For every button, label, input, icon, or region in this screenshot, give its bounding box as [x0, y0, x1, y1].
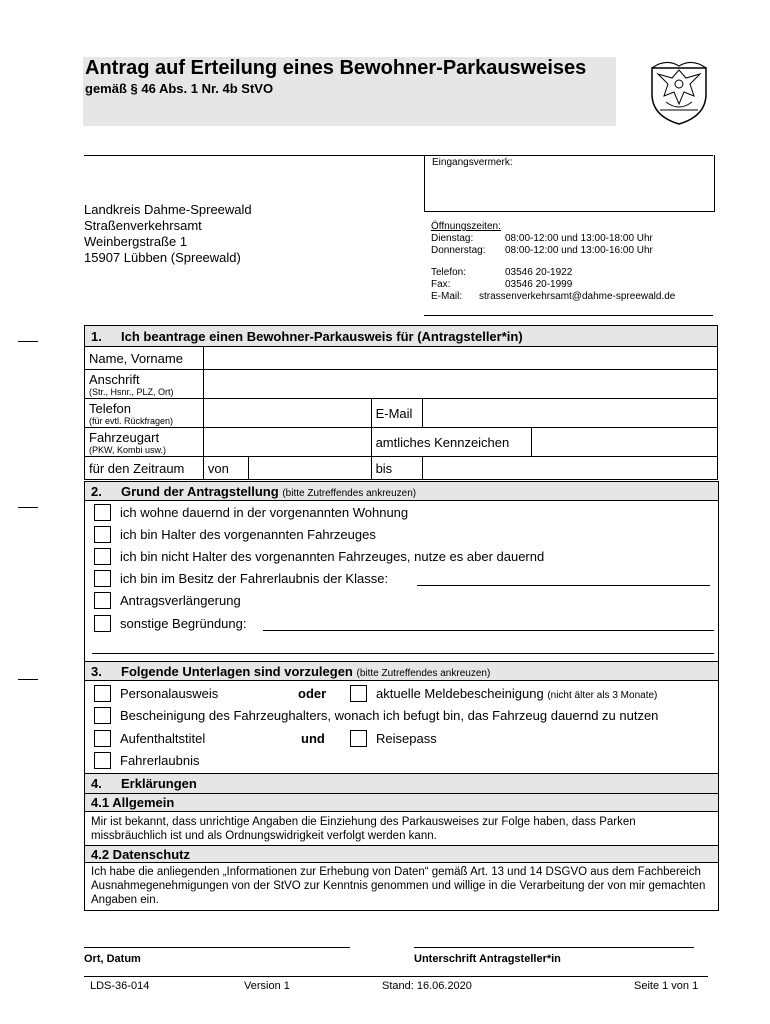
vehicle-label-cell [85, 428, 204, 457]
document-option-cell [376, 686, 657, 701]
section-number: 4. [91, 776, 102, 791]
vehicle-input[interactable] [203, 428, 371, 457]
address-label-cell [85, 370, 204, 399]
general-declaration-text: Mir ist bekannt, dass unrichtige Angaben die Einziehung des Parkausweises zur Folge haben, dass Parken missbräuchlich ist und als Ordnungswidrigkeit verfolgt werden kann. [91, 816, 636, 842]
address-line: Weinbergstraße 1 [84, 234, 188, 249]
section2-header [85, 482, 718, 501]
from-input[interactable] [248, 457, 371, 480]
reason-option: ich bin Halter des vorgenannten Fahrzeuges [120, 527, 376, 542]
fold-mark [18, 341, 38, 342]
vehicle-label: Fahrzeugart [89, 429, 160, 445]
document-checkbox[interactable] [94, 730, 111, 747]
email-input[interactable] [422, 399, 717, 428]
recipient-address [84, 202, 252, 266]
reason-option: Antragsverlängerung [120, 593, 241, 608]
section-number: 2. [91, 484, 102, 499]
page-title: Antrag auf Erteilung eines Bewohner-Parkausweises [85, 57, 587, 79]
section1-header [85, 326, 718, 347]
page-number: Seite 1 von 1 [634, 980, 699, 992]
plate-label: amtliches Kennzeichen [371, 428, 532, 457]
und-label: und [301, 731, 325, 746]
document-checkbox[interactable] [94, 685, 111, 702]
document-option: Fahrerlaubnis [120, 753, 200, 768]
section-title: Grund der Antragstellung [121, 484, 279, 499]
form-date: Stand: 16.06.2020 [382, 980, 472, 992]
footer-rule [84, 976, 708, 977]
hours-day: Dienstag: [431, 233, 474, 244]
signature-line[interactable] [414, 947, 694, 948]
fax-label: Fax: [431, 279, 451, 290]
to-input[interactable] [422, 457, 717, 480]
eingangsvermerk-label: Eingangsvermerk: [432, 157, 513, 168]
place-date-label: Ort, Datum [84, 953, 141, 965]
document-checkbox[interactable] [94, 752, 111, 769]
document-checkbox[interactable] [350, 730, 367, 747]
hours-time: 08:00-12:00 und 13:00-18:00 Uhr [505, 233, 653, 244]
coat-of-arms-icon [646, 54, 712, 126]
place-date-line[interactable] [84, 947, 350, 948]
section-note: (bitte Zutreffendes ankreuzen) [356, 668, 491, 679]
vehicle-hint: (PKW, Kombi usw.) [89, 444, 167, 455]
section4-box [84, 773, 719, 911]
section3-box [84, 661, 719, 775]
hours-day: Donnerstag: [431, 245, 486, 256]
other-reason-input[interactable] [263, 630, 714, 631]
name-input[interactable] [203, 347, 717, 370]
email-value: strassenverkehrsamt@dahme-spreewald.de [479, 291, 676, 302]
privacy-declaration-text: Ich habe die anliegenden „Informationen zur Erhebung von Daten“ gemäß Art. 13 und 14 DSGVO aus dem Fachbereich Ausnahmegenehmigungen von der StVO zur Kenntnis genommen und willige in die Verarbeitung der von mir gemachten Angaben ein. [91, 866, 706, 906]
section4-1-header: 4.1 Allgemein [85, 794, 718, 812]
document-checkbox[interactable] [350, 685, 367, 702]
address-hint: (Str., Hsnr., PLZ, Ort) [89, 386, 174, 397]
address-label: Anschrift [89, 371, 140, 387]
document-note: (nicht älter als 3 Monate) [547, 690, 658, 701]
section-note: (bitte Zutreffendes ankreuzen) [282, 488, 417, 499]
address-line: 15907 Lübben (Spreewald) [84, 250, 241, 265]
oder-label: oder [298, 686, 327, 701]
phone-label-cell [85, 399, 204, 428]
period-label: für den Zeitraum [85, 457, 204, 480]
document-option: aktuelle Meldebescheinigung [376, 686, 544, 701]
phone-value: 03546 20-1922 [505, 267, 573, 278]
document-option: Personalausweis [120, 686, 219, 701]
fold-mark [18, 507, 38, 508]
document-option: Reisepass [376, 731, 437, 746]
other-reason-input-line2[interactable] [92, 653, 714, 654]
reason-checkbox[interactable] [94, 570, 111, 587]
reason-checkbox[interactable] [94, 592, 111, 609]
section-number: 3. [91, 664, 102, 679]
from-label: von [203, 457, 248, 480]
hours-time: 08:00-12:00 und 13:00-16:00 Uhr [505, 245, 653, 256]
document-checkbox[interactable] [94, 707, 111, 724]
section4-header [85, 774, 718, 794]
email-label: E-Mail: [431, 291, 463, 302]
licence-class-input[interactable] [417, 585, 710, 586]
name-label: Name, Vorname [85, 347, 204, 370]
phone-hint: (für evtl. Rückfragen) [89, 415, 174, 426]
reason-option: sonstige Begründung: [120, 616, 247, 631]
form-id: LDS-36-014 [90, 980, 150, 992]
signature-label: Unterschrift Antragsteller*in [414, 953, 561, 965]
section-title: Folgende Unterlagen sind vorzulegen [121, 664, 353, 679]
reason-checkbox[interactable] [94, 615, 111, 632]
section1-table [84, 325, 718, 480]
form-version: Version 1 [244, 980, 290, 992]
section-title: Erklärungen [121, 776, 197, 791]
fax-value: 03546 20-1999 [505, 279, 573, 290]
address-line: Landkreis Dahme-Spreewald [84, 202, 252, 217]
to-label: bis [371, 457, 422, 480]
document-option: Bescheinigung des Fahrzeughalters, wonach ich befugt bin, das Fahrzeug dauernd zu nutzen [120, 708, 659, 723]
section2-box [84, 481, 719, 663]
phone-label: Telefon [89, 400, 131, 416]
document-option: Aufenthaltstitel [120, 731, 206, 746]
reason-option: ich bin nicht Halter des vorgenannten Fahrzeuges, nutze es aber dauernd [120, 549, 545, 564]
reason-checkbox[interactable] [94, 504, 111, 521]
reason-checkbox[interactable] [94, 548, 111, 565]
contact-block [431, 221, 675, 303]
address-line: Straßenverkehrsamt [84, 218, 202, 233]
section3-header [85, 662, 718, 681]
reason-option: ich bin im Besitz der Fahrerlaubnis der Klasse: [120, 571, 389, 586]
hours-title: Öffnungszeiten: [431, 221, 501, 232]
section-title: Ich beantrage einen Bewohner-Parkausweis für (Antragsteller*in) [121, 328, 523, 344]
plate-input[interactable] [532, 428, 718, 457]
section4-2-header: 4.2 Datenschutz [85, 845, 718, 863]
email-label: E-Mail [371, 399, 422, 428]
reason-option: ich wohne dauernd in der vorgenannten Wohnung [120, 505, 409, 520]
section-number: 1. [91, 328, 102, 344]
fold-mark [18, 679, 38, 680]
reason-checkbox[interactable] [94, 526, 111, 543]
page-subtitle: gemäß § 46 Abs. 1 Nr. 4b StVO [85, 81, 274, 96]
phone-input[interactable] [203, 399, 371, 428]
contact-bottom-rule [424, 315, 713, 316]
phone-label: Telefon: [431, 267, 467, 278]
address-input[interactable] [203, 370, 717, 399]
